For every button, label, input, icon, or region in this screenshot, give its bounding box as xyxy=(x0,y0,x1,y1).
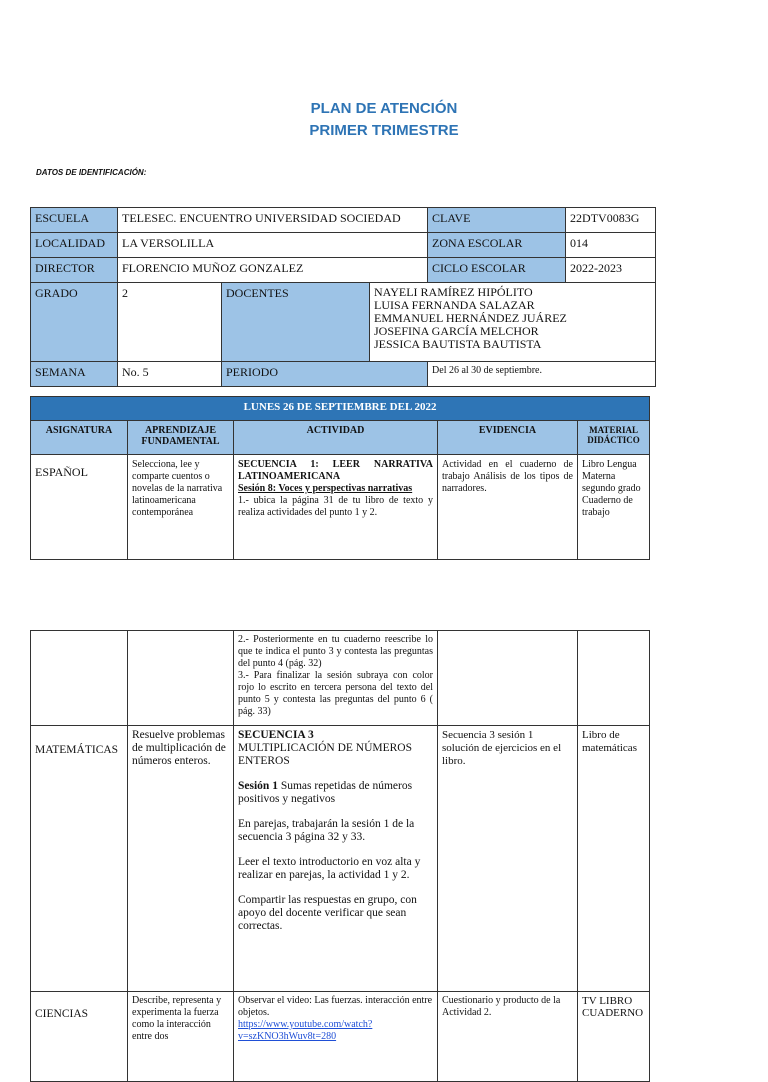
activity-text: 1.- ubica la página 31 de tu libro de texto y realiza actividades del punto 1 y 2. xyxy=(238,495,433,518)
evidencia-ciencias: Cuestionario y producto de la Actividad 2. xyxy=(438,992,578,1082)
label-docentes: DOCENTES xyxy=(222,283,370,362)
label-ciclo: CICLO ESCOLAR xyxy=(428,258,566,283)
table-row xyxy=(31,455,650,560)
actividad-ciencias xyxy=(234,992,438,1082)
day-plan-continuation-table xyxy=(30,630,650,1082)
aprendizaje-ciencias: Describe, representa y experimenta la fuerza como la interacción entre dos xyxy=(128,992,234,1082)
value-clave: 22DTV0083G xyxy=(566,208,656,233)
table-row xyxy=(31,233,656,258)
day-plan-table xyxy=(30,396,650,560)
activity-text: Compartir las respuestas en grupo, con apoyo del docente verificar que sean correctas. xyxy=(238,894,417,932)
label-semana: SEMANA xyxy=(31,362,118,387)
table-row xyxy=(31,208,656,233)
table-header-row xyxy=(31,421,650,455)
docente-name: JESSICA BAUTISTA BAUTISTA xyxy=(374,337,542,351)
activity-session: Sesión 8: Voces y perspectivas narrativas xyxy=(238,483,413,494)
activity-title: SECUENCIA 1: LEER NARRATIVA LATINOAMERICANA xyxy=(238,459,433,482)
table-row xyxy=(31,362,656,387)
column-header: EVIDENCIA xyxy=(438,421,578,455)
value-semana: No. 5 xyxy=(118,362,222,387)
day-heading: LUNES 26 DE SEPTIEMBRE DEL 2022 xyxy=(31,397,650,421)
label-escuela: ESCUELA xyxy=(31,208,118,233)
page-title: PLAN DE ATENCIÓN xyxy=(310,100,458,117)
label-director: DIRECTOR xyxy=(31,258,118,283)
value-zona: 014 xyxy=(566,233,656,258)
empty-cell xyxy=(31,631,128,726)
docente-name: NAYELI RAMÍREZ HIPÓLITO xyxy=(374,285,533,299)
activity-text: 3.- Para finalizar la sesión subraya con color rojo lo escrito en tercera persona del texto del punto 5 y contesta las preguntas del punto 6 ( pág. 33) xyxy=(238,670,433,717)
docente-name: JOSEFINA GARCÍA MELCHOR xyxy=(374,324,539,338)
activity-text: Leer el texto introductorio en voz alta y realizar en parejas, la actividad 1 y 2. xyxy=(238,856,421,881)
section-label-datos: DATOS DE IDENTIFICACIÓN: xyxy=(36,168,147,177)
empty-cell xyxy=(438,631,578,726)
table-row xyxy=(31,631,650,726)
aprendizaje-espanol: Selecciona, lee y comparte cuentos o novelas de la narrativa latinoamericana contemporánea xyxy=(128,455,234,560)
actividad-espanol xyxy=(234,455,438,560)
empty-cell xyxy=(128,631,234,726)
table-row xyxy=(31,283,656,362)
table-row xyxy=(31,397,650,421)
activity-text: Observar el video: Las fuerzas. interacción entre objetos. xyxy=(238,995,433,1018)
activity-subtitle: MULTIPLICACIÓN DE NÚMEROS ENTEROS xyxy=(238,742,412,767)
column-header: ASIGNATURA xyxy=(31,421,128,455)
value-director: FLORENCIO MUÑOZ GONZALEZ xyxy=(118,258,428,283)
page-subtitle: PRIMER TRIMESTRE xyxy=(309,122,459,139)
activity-text: En parejas, trabajarán la sesión 1 de la secuencia 3 página 32 y 33. xyxy=(238,818,415,843)
docente-name: LUISA FERNANDA SALAZAR xyxy=(374,298,535,312)
material-espanol: Libro Lengua Materna segundo grado Cuaderno de trabajo xyxy=(578,455,650,560)
column-header: APRENDIZAJE FUNDAMENTAL xyxy=(128,421,234,455)
material-matematicas: Libro de matemáticas xyxy=(578,726,650,992)
label-clave: CLAVE xyxy=(428,208,566,233)
docente-name: EMMANUEL HERNÁNDEZ JUÁREZ xyxy=(374,311,567,325)
subject-espanol: ESPAÑOL xyxy=(31,455,128,560)
column-header: MATERIAL DIDÁCTICO xyxy=(578,421,650,455)
table-row xyxy=(31,258,656,283)
material-ciencias: TV LIBRO CUADERNO xyxy=(578,992,650,1082)
video-link[interactable]: https://www.youtube.com/watch?v=szKNO3hWuv8t=280 xyxy=(238,1019,373,1042)
table-row xyxy=(31,992,650,1082)
label-localidad: LOCALIDAD xyxy=(31,233,118,258)
value-ciclo: 2022-2023 xyxy=(566,258,656,283)
value-escuela: TELESEC. ENCUENTRO UNIVERSIDAD SOCIEDAD xyxy=(118,208,428,233)
label-zona: ZONA ESCOLAR xyxy=(428,233,566,258)
empty-cell xyxy=(578,631,650,726)
column-header: ACTIVIDAD xyxy=(234,421,438,455)
value-docentes xyxy=(370,283,656,362)
label-periodo: PERIODO xyxy=(222,362,428,387)
session-text: Sumas repetidas de números positivos y negativos xyxy=(238,780,413,805)
value-periodo: Del 26 al 30 de septiembre. xyxy=(428,362,656,387)
actividad-espanol-cont xyxy=(234,631,438,726)
evidencia-espanol: Actividad en el cuaderno de trabajo Análisis de los tipos de narradores. xyxy=(438,455,578,560)
aprendizaje-matematicas: Resuelve problemas de multiplicación de números enteros. xyxy=(128,726,234,992)
session-label: Sesión 1 xyxy=(238,780,278,792)
label-grado: GRADO xyxy=(31,283,118,362)
activity-title: SECUENCIA 3 xyxy=(238,729,314,741)
actividad-matematicas xyxy=(234,726,438,992)
activity-text: 2.- Posteriormente en tu cuaderno reescribe lo que te indica el punto 3 y contesta las preguntas del punto 4 (pág. 32) xyxy=(238,634,433,669)
evidencia-matematicas: Secuencia 3 sesión 1 solución de ejercicios en el libro. xyxy=(438,726,578,992)
subject-matematicas: MATEMÁTICAS xyxy=(31,726,128,992)
value-grado: 2 xyxy=(118,283,222,362)
table-row xyxy=(31,726,650,992)
value-localidad: LA VERSOLILLA xyxy=(118,233,428,258)
identification-table xyxy=(30,207,656,387)
subject-ciencias: CIENCIAS xyxy=(31,992,128,1082)
